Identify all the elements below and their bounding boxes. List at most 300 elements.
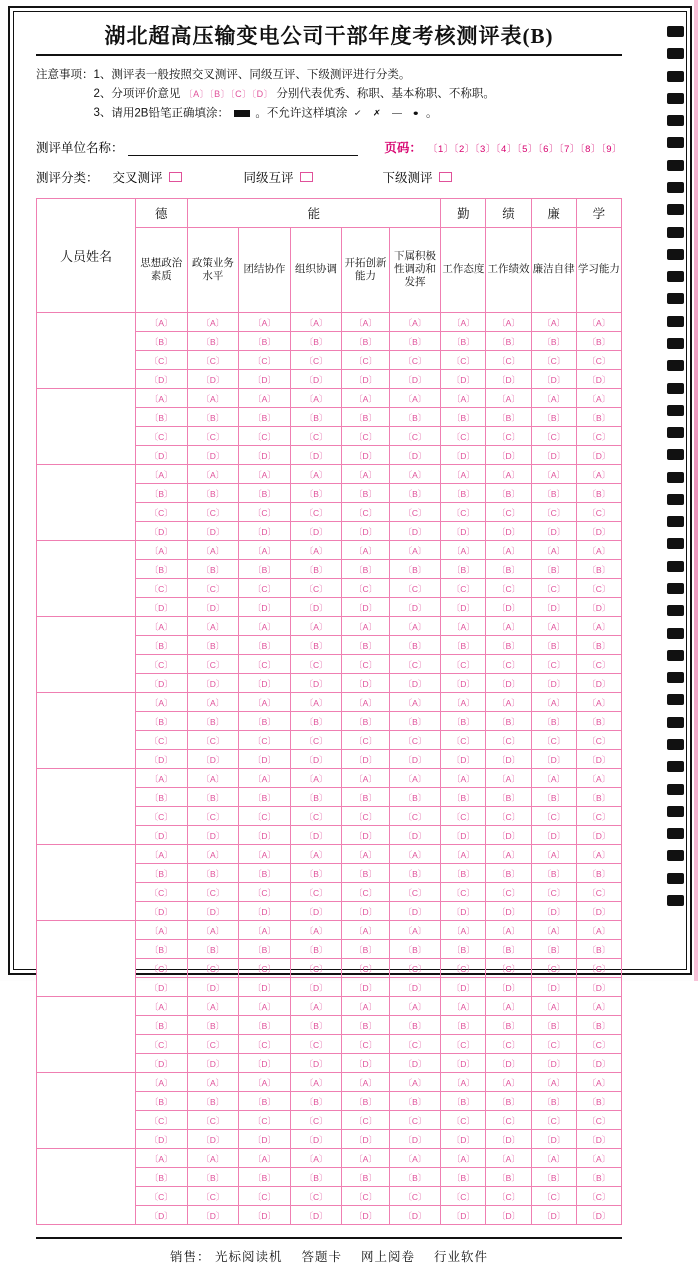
bubble-option[interactable]: 〔A〕 <box>253 1077 276 1088</box>
bubble-cell[interactable] <box>187 863 239 882</box>
bubble-cell[interactable] <box>290 977 342 996</box>
bubble-cell[interactable] <box>486 388 531 407</box>
bubble-cell[interactable] <box>389 521 441 540</box>
bubble-cell[interactable] <box>576 939 621 958</box>
bubble-cell[interactable] <box>135 426 187 445</box>
bubble-cell[interactable] <box>342 388 389 407</box>
bubble-cell[interactable] <box>342 369 389 388</box>
classification-option-peer[interactable] <box>244 168 313 186</box>
bubble-option[interactable]: 〔A〕 <box>304 849 328 860</box>
bubble-cell[interactable] <box>441 939 486 958</box>
bubble-option[interactable]: 〔B〕 <box>354 412 377 423</box>
bubble-option[interactable]: 〔C〕 <box>542 355 566 366</box>
bubble-option[interactable]: 〔B〕 <box>542 1172 565 1183</box>
bubble-option[interactable]: 〔A〕 <box>354 1077 377 1088</box>
bubble-option[interactable]: 〔B〕 <box>253 716 276 727</box>
bubble-option[interactable]: 〔A〕 <box>253 1001 276 1012</box>
bubble-option[interactable]: 〔D〕 <box>542 374 566 385</box>
bubble-option[interactable]: 〔B〕 <box>587 944 611 955</box>
bubble-option[interactable]: 〔D〕 <box>201 982 225 993</box>
bubble-cell[interactable] <box>239 806 291 825</box>
bubble-cell[interactable] <box>389 1110 441 1129</box>
bubble-option[interactable]: 〔D〕 <box>451 1058 475 1069</box>
classification-option-subordinate[interactable] <box>383 168 452 186</box>
bubble-cell[interactable] <box>342 1167 389 1186</box>
checkbox-icon[interactable] <box>169 172 182 182</box>
bubble-option[interactable]: 〔B〕 <box>304 1020 328 1031</box>
bubble-option[interactable]: 〔D〕 <box>496 602 521 613</box>
bubble-option[interactable]: 〔D〕 <box>252 982 277 993</box>
bubble-option[interactable]: 〔D〕 <box>542 678 566 689</box>
bubble-cell[interactable] <box>239 920 291 939</box>
bubble-cell[interactable] <box>531 768 576 787</box>
bubble-option[interactable]: 〔B〕 <box>452 488 475 499</box>
bubble-option[interactable]: 〔B〕 <box>201 412 225 423</box>
bubble-cell[interactable] <box>290 312 342 331</box>
bubble-option[interactable]: 〔C〕 <box>201 431 225 442</box>
bubble-cell[interactable] <box>239 1091 291 1110</box>
bubble-cell[interactable] <box>135 597 187 616</box>
bubble-cell[interactable] <box>486 483 531 502</box>
bubble-cell[interactable] <box>576 1015 621 1034</box>
bubble-option[interactable]: 〔C〕 <box>403 659 427 670</box>
bubble-option[interactable]: 〔C〕 <box>587 1039 611 1050</box>
name-write-in-cell[interactable] <box>37 1072 136 1148</box>
bubble-option[interactable]: 〔A〕 <box>201 697 225 708</box>
bubble-cell[interactable] <box>531 483 576 502</box>
bubble-cell[interactable] <box>135 312 187 331</box>
bubble-option[interactable]: 〔C〕 <box>353 1115 378 1126</box>
bubble-option[interactable]: 〔C〕 <box>353 963 378 974</box>
bubble-option[interactable]: 〔D〕 <box>353 754 378 765</box>
bubble-cell[interactable] <box>441 1148 486 1167</box>
bubble-cell[interactable] <box>342 749 389 768</box>
bubble-cell[interactable] <box>135 901 187 920</box>
bubble-cell[interactable] <box>531 1091 576 1110</box>
bubble-option[interactable]: 〔C〕 <box>587 735 611 746</box>
bubble-option[interactable]: 〔B〕 <box>542 412 565 423</box>
bubble-option[interactable]: 〔A〕 <box>149 697 173 708</box>
bubble-cell[interactable] <box>342 445 389 464</box>
bubble-cell[interactable] <box>342 996 389 1015</box>
bubble-option[interactable]: 〔A〕 <box>587 621 611 632</box>
bubble-cell[interactable] <box>290 502 342 521</box>
bubble-cell[interactable] <box>239 654 291 673</box>
bubble-option[interactable]: 〔D〕 <box>252 906 277 917</box>
bubble-cell[interactable] <box>342 1072 389 1091</box>
bubble-cell[interactable] <box>531 540 576 559</box>
classification-option-cross[interactable] <box>113 168 182 186</box>
bubble-cell[interactable] <box>187 806 239 825</box>
bubble-cell[interactable] <box>135 1148 187 1167</box>
bubble-option[interactable]: 〔D〕 <box>542 906 566 917</box>
bubble-cell[interactable] <box>441 958 486 977</box>
bubble-option[interactable]: 〔B〕 <box>542 488 565 499</box>
bubble-option[interactable]: 〔C〕 <box>587 1115 611 1126</box>
bubble-option[interactable]: 〔B〕 <box>587 1172 611 1183</box>
bubble-cell[interactable] <box>135 1167 187 1186</box>
bubble-cell[interactable] <box>187 958 239 977</box>
bubble-option[interactable]: 〔B〕 <box>497 412 520 423</box>
bubble-option[interactable]: 〔C〕 <box>542 735 566 746</box>
bubble-option[interactable]: 〔C〕 <box>149 887 173 898</box>
bubble-cell[interactable] <box>342 901 389 920</box>
bubble-cell[interactable] <box>290 407 342 426</box>
bubble-option[interactable]: 〔B〕 <box>542 944 565 955</box>
bubble-option[interactable]: 〔D〕 <box>587 526 611 537</box>
bubble-cell[interactable] <box>531 369 576 388</box>
bubble-option[interactable]: 〔D〕 <box>496 1210 521 1221</box>
bubble-cell[interactable] <box>135 806 187 825</box>
name-write-in-cell[interactable] <box>37 464 136 540</box>
bubble-cell[interactable] <box>342 673 389 692</box>
bubble-option[interactable]: 〔D〕 <box>252 1210 277 1221</box>
bubble-option[interactable]: 〔A〕 <box>201 1001 225 1012</box>
bubble-option[interactable]: 〔B〕 <box>253 868 276 879</box>
bubble-cell[interactable] <box>290 350 342 369</box>
bubble-cell[interactable] <box>342 1205 389 1224</box>
bubble-cell[interactable] <box>441 1167 486 1186</box>
bubble-cell[interactable] <box>342 958 389 977</box>
bubble-cell[interactable] <box>342 1053 389 1072</box>
bubble-cell[interactable] <box>187 1053 239 1072</box>
bubble-cell[interactable] <box>486 1110 531 1129</box>
bubble-option[interactable]: 〔A〕 <box>542 1153 565 1164</box>
bubble-option[interactable]: 〔D〕 <box>353 450 378 461</box>
bubble-cell[interactable] <box>342 1186 389 1205</box>
bubble-option[interactable]: 〔C〕 <box>451 659 475 670</box>
bubble-option[interactable]: 〔C〕 <box>304 1115 328 1126</box>
bubble-option[interactable]: 〔C〕 <box>304 1191 328 1202</box>
bubble-option[interactable]: 〔C〕 <box>304 735 328 746</box>
bubble-cell[interactable] <box>342 350 389 369</box>
bubble-option[interactable]: 〔B〕 <box>542 564 565 575</box>
bubble-cell[interactable] <box>531 825 576 844</box>
bubble-cell[interactable] <box>135 350 187 369</box>
bubble-option[interactable]: 〔D〕 <box>587 754 611 765</box>
bubble-cell[interactable] <box>290 369 342 388</box>
bubble-cell[interactable] <box>290 1205 342 1224</box>
bubble-option[interactable]: 〔C〕 <box>496 1039 521 1050</box>
bubble-option[interactable]: 〔A〕 <box>149 621 173 632</box>
bubble-option[interactable]: 〔C〕 <box>451 735 475 746</box>
bubble-cell[interactable] <box>187 711 239 730</box>
bubble-option[interactable]: 〔B〕 <box>587 1096 611 1107</box>
bubble-option[interactable]: 〔C〕 <box>403 583 427 594</box>
bubble-cell[interactable] <box>486 445 531 464</box>
bubble-cell[interactable] <box>441 1205 486 1224</box>
bubble-option[interactable]: 〔D〕 <box>252 1058 277 1069</box>
bubble-cell[interactable] <box>486 730 531 749</box>
bubble-cell[interactable] <box>290 996 342 1015</box>
bubble-cell[interactable] <box>290 654 342 673</box>
bubble-option[interactable]: 〔C〕 <box>252 583 277 594</box>
bubble-option[interactable]: 〔A〕 <box>354 773 377 784</box>
bubble-cell[interactable] <box>187 1129 239 1148</box>
bubble-cell[interactable] <box>576 730 621 749</box>
bubble-option[interactable]: 〔D〕 <box>496 374 521 385</box>
bubble-option[interactable]: 〔B〕 <box>403 792 427 803</box>
bubble-option[interactable]: 〔B〕 <box>403 1172 427 1183</box>
bubble-cell[interactable] <box>486 1091 531 1110</box>
bubble-option[interactable]: 〔C〕 <box>252 735 277 746</box>
bubble-option[interactable]: 〔B〕 <box>253 488 276 499</box>
bubble-cell[interactable] <box>342 787 389 806</box>
bubble-cell[interactable] <box>187 920 239 939</box>
bubble-option[interactable]: 〔A〕 <box>587 1001 611 1012</box>
bubble-cell[interactable] <box>187 768 239 787</box>
bubble-option[interactable]: 〔C〕 <box>542 659 566 670</box>
bubble-option[interactable]: 〔C〕 <box>149 963 173 974</box>
bubble-cell[interactable] <box>441 673 486 692</box>
bubble-cell[interactable] <box>389 711 441 730</box>
bubble-cell[interactable] <box>342 692 389 711</box>
name-write-in-cell[interactable] <box>37 616 136 692</box>
bubble-cell[interactable] <box>486 331 531 350</box>
bubble-option[interactable]: 〔A〕 <box>149 849 173 860</box>
bubble-cell[interactable] <box>576 521 621 540</box>
bubble-cell[interactable] <box>486 977 531 996</box>
bubble-option[interactable]: 〔A〕 <box>201 925 225 936</box>
bubble-option[interactable]: 〔B〕 <box>587 488 611 499</box>
bubble-option[interactable]: 〔B〕 <box>587 1020 611 1031</box>
bubble-cell[interactable] <box>290 1129 342 1148</box>
bubble-option[interactable]: 〔B〕 <box>201 944 225 955</box>
bubble-cell[interactable] <box>187 844 239 863</box>
bubble-option[interactable]: 〔B〕 <box>253 792 276 803</box>
bubble-cell[interactable] <box>576 806 621 825</box>
bubble-option[interactable]: 〔B〕 <box>354 640 377 651</box>
bubble-option[interactable]: 〔A〕 <box>201 393 225 404</box>
bubble-option[interactable]: 〔D〕 <box>252 830 277 841</box>
bubble-cell[interactable] <box>187 483 239 502</box>
bubble-option[interactable]: 〔B〕 <box>452 1172 475 1183</box>
bubble-option[interactable]: 〔C〕 <box>353 887 378 898</box>
bubble-option[interactable]: 〔C〕 <box>304 431 328 442</box>
bubble-cell[interactable] <box>531 1205 576 1224</box>
bubble-option[interactable]: 〔C〕 <box>451 811 475 822</box>
bubble-option[interactable]: 〔D〕 <box>496 982 521 993</box>
bubble-option[interactable]: 〔C〕 <box>451 355 475 366</box>
bubble-option[interactable]: 〔D〕 <box>451 754 475 765</box>
bubble-option[interactable]: 〔C〕 <box>451 963 475 974</box>
bubble-option[interactable]: 〔B〕 <box>497 868 520 879</box>
bubble-option[interactable]: 〔B〕 <box>253 1172 276 1183</box>
bubble-option[interactable]: 〔C〕 <box>353 735 378 746</box>
bubble-option[interactable]: 〔B〕 <box>201 564 225 575</box>
bubble-option[interactable]: 〔C〕 <box>587 659 611 670</box>
bubble-cell[interactable] <box>576 616 621 635</box>
bubble-cell[interactable] <box>576 787 621 806</box>
bubble-cell[interactable] <box>531 1148 576 1167</box>
bubble-option[interactable]: 〔C〕 <box>252 659 277 670</box>
bubble-cell[interactable] <box>389 825 441 844</box>
bubble-cell[interactable] <box>187 901 239 920</box>
bubble-option[interactable]: 〔D〕 <box>496 1058 521 1069</box>
bubble-option[interactable]: 〔D〕 <box>201 526 225 537</box>
bubble-cell[interactable] <box>576 1034 621 1053</box>
bubble-cell[interactable] <box>239 825 291 844</box>
bubble-cell[interactable] <box>576 540 621 559</box>
bubble-cell[interactable] <box>486 692 531 711</box>
bubble-option[interactable]: 〔B〕 <box>497 716 520 727</box>
bubble-option[interactable]: 〔C〕 <box>149 1115 173 1126</box>
bubble-option[interactable]: 〔D〕 <box>304 1210 328 1221</box>
bubble-cell[interactable] <box>187 749 239 768</box>
bubble-cell[interactable] <box>576 1091 621 1110</box>
bubble-cell[interactable] <box>531 616 576 635</box>
bubble-cell[interactable] <box>290 692 342 711</box>
bubble-option[interactable]: 〔B〕 <box>354 868 377 879</box>
bubble-cell[interactable] <box>576 502 621 521</box>
bubble-option[interactable]: 〔A〕 <box>201 849 225 860</box>
bubble-option[interactable]: 〔D〕 <box>451 906 475 917</box>
bubble-cell[interactable] <box>486 882 531 901</box>
bubble-option[interactable]: 〔D〕 <box>542 526 566 537</box>
bubble-option[interactable]: 〔B〕 <box>201 868 225 879</box>
bubble-cell[interactable] <box>441 787 486 806</box>
bubble-option[interactable]: 〔C〕 <box>403 1115 427 1126</box>
bubble-option[interactable]: 〔D〕 <box>252 374 277 385</box>
bubble-option[interactable]: 〔A〕 <box>253 773 276 784</box>
bubble-cell[interactable] <box>239 597 291 616</box>
bubble-cell[interactable] <box>187 1186 239 1205</box>
bubble-cell[interactable] <box>239 1072 291 1091</box>
bubble-option[interactable]: 〔A〕 <box>587 545 611 556</box>
bubble-option[interactable]: 〔C〕 <box>353 1039 378 1050</box>
bubble-cell[interactable] <box>187 730 239 749</box>
bubble-option[interactable]: 〔D〕 <box>451 1210 475 1221</box>
bubble-cell[interactable] <box>531 578 576 597</box>
bubble-cell[interactable] <box>486 312 531 331</box>
bubble-option[interactable]: 〔D〕 <box>353 1210 378 1221</box>
bubble-option[interactable]: 〔C〕 <box>542 1191 566 1202</box>
bubble-option[interactable]: 〔C〕 <box>587 507 611 518</box>
bubble-cell[interactable] <box>441 692 486 711</box>
bubble-option[interactable]: 〔B〕 <box>201 1096 225 1107</box>
bubble-cell[interactable] <box>135 1091 187 1110</box>
bubble-cell[interactable] <box>187 787 239 806</box>
bubble-option[interactable]: 〔A〕 <box>201 1153 225 1164</box>
bubble-cell[interactable] <box>389 939 441 958</box>
bubble-option[interactable]: 〔B〕 <box>403 716 427 727</box>
bubble-cell[interactable] <box>576 1072 621 1091</box>
bubble-cell[interactable] <box>290 1034 342 1053</box>
bubble-cell[interactable] <box>239 331 291 350</box>
bubble-cell[interactable] <box>389 901 441 920</box>
bubble-option[interactable]: 〔B〕 <box>587 716 611 727</box>
bubble-option[interactable]: 〔A〕 <box>587 925 611 936</box>
bubble-option[interactable]: 〔D〕 <box>304 678 328 689</box>
bubble-cell[interactable] <box>441 730 486 749</box>
bubble-option[interactable]: 〔D〕 <box>304 906 328 917</box>
bubble-cell[interactable] <box>342 1034 389 1053</box>
bubble-option[interactable]: 〔A〕 <box>149 317 173 328</box>
bubble-option[interactable]: 〔A〕 <box>452 469 475 480</box>
bubble-cell[interactable] <box>239 768 291 787</box>
bubble-option[interactable]: 〔D〕 <box>542 1058 566 1069</box>
bubble-option[interactable]: 〔D〕 <box>304 1058 328 1069</box>
bubble-option[interactable]: 〔A〕 <box>304 1077 328 1088</box>
bubble-cell[interactable] <box>187 578 239 597</box>
bubble-cell[interactable] <box>342 521 389 540</box>
bubble-cell[interactable] <box>441 882 486 901</box>
bubble-option[interactable]: 〔C〕 <box>353 507 378 518</box>
bubble-cell[interactable] <box>239 673 291 692</box>
name-write-in-cell[interactable] <box>37 768 136 844</box>
bubble-option[interactable]: 〔B〕 <box>587 792 611 803</box>
bubble-cell[interactable] <box>342 920 389 939</box>
bubble-cell[interactable] <box>187 882 239 901</box>
bubble-option[interactable]: 〔C〕 <box>304 963 328 974</box>
bubble-option[interactable]: 〔C〕 <box>304 355 328 366</box>
bubble-cell[interactable] <box>486 806 531 825</box>
bubble-option[interactable]: 〔B〕 <box>452 412 475 423</box>
bubble-cell[interactable] <box>239 559 291 578</box>
bubble-option[interactable]: 〔A〕 <box>304 621 328 632</box>
bubble-option[interactable]: 〔C〕 <box>587 431 611 442</box>
bubble-option[interactable]: 〔B〕 <box>304 868 328 879</box>
bubble-option[interactable]: 〔A〕 <box>542 925 565 936</box>
bubble-cell[interactable] <box>441 483 486 502</box>
bubble-cell[interactable] <box>290 1148 342 1167</box>
bubble-option[interactable]: 〔B〕 <box>253 336 276 347</box>
bubble-option[interactable]: 〔B〕 <box>304 1096 328 1107</box>
bubble-cell[interactable] <box>187 1167 239 1186</box>
bubble-option[interactable]: 〔D〕 <box>201 1058 225 1069</box>
bubble-option[interactable]: 〔A〕 <box>542 1001 565 1012</box>
bubble-option[interactable]: 〔A〕 <box>403 621 427 632</box>
bubble-option[interactable]: 〔C〕 <box>149 811 173 822</box>
bubble-cell[interactable] <box>576 350 621 369</box>
bubble-cell[interactable] <box>187 1148 239 1167</box>
bubble-cell[interactable] <box>342 711 389 730</box>
bubble-cell[interactable] <box>389 692 441 711</box>
bubble-option[interactable]: 〔C〕 <box>149 583 173 594</box>
bubble-option[interactable]: 〔C〕 <box>149 355 173 366</box>
bubble-cell[interactable] <box>576 312 621 331</box>
bubble-option[interactable]: 〔A〕 <box>542 697 565 708</box>
bubble-cell[interactable] <box>342 654 389 673</box>
bubble-cell[interactable] <box>486 1205 531 1224</box>
bubble-cell[interactable] <box>290 1186 342 1205</box>
bubble-option[interactable]: 〔C〕 <box>451 887 475 898</box>
bubble-cell[interactable] <box>187 825 239 844</box>
bubble-option[interactable]: 〔A〕 <box>253 545 276 556</box>
bubble-option[interactable]: 〔D〕 <box>353 1058 378 1069</box>
bubble-cell[interactable] <box>486 350 531 369</box>
bubble-cell[interactable] <box>531 388 576 407</box>
bubble-cell[interactable] <box>135 863 187 882</box>
bubble-cell[interactable] <box>290 559 342 578</box>
bubble-option[interactable]: 〔C〕 <box>304 659 328 670</box>
bubble-option[interactable]: 〔B〕 <box>149 716 173 727</box>
bubble-cell[interactable] <box>187 1072 239 1091</box>
bubble-option[interactable]: 〔B〕 <box>452 564 475 575</box>
bubble-cell[interactable] <box>187 977 239 996</box>
bubble-option[interactable]: 〔B〕 <box>149 792 173 803</box>
bubble-cell[interactable] <box>290 768 342 787</box>
bubble-option[interactable]: 〔D〕 <box>587 1058 611 1069</box>
bubble-cell[interactable] <box>441 1091 486 1110</box>
bubble-option[interactable]: 〔D〕 <box>149 678 173 689</box>
bubble-cell[interactable] <box>531 711 576 730</box>
bubble-option[interactable]: 〔D〕 <box>496 678 521 689</box>
bubble-option[interactable]: 〔D〕 <box>201 374 225 385</box>
bubble-cell[interactable] <box>486 426 531 445</box>
bubble-cell[interactable] <box>389 616 441 635</box>
bubble-option[interactable]: 〔B〕 <box>149 1096 173 1107</box>
